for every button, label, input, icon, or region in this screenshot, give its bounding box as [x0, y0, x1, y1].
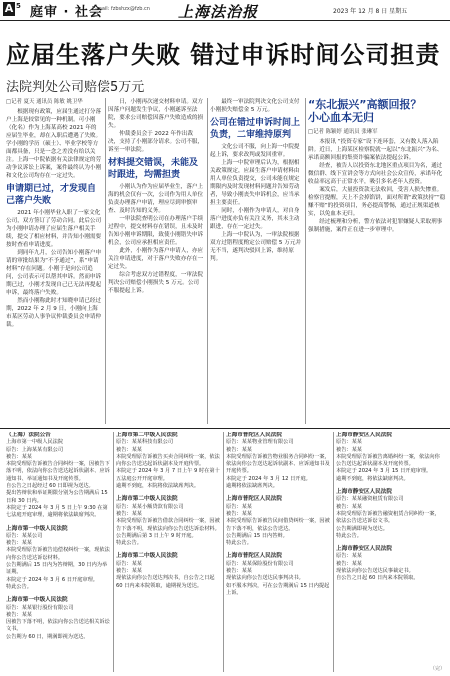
notice-title: 上海市第一中级人民法院 — [6, 525, 68, 532]
main-subhead: 法院判处公司赔偿5万元 — [6, 80, 145, 95]
notice-column-1 — [6, 432, 110, 672]
notice-line: 公告期为 60 日，期满即视为送达。 — [6, 633, 89, 640]
paragraph: 最终一审法院判决文化公司支付小刚损失赔偿金 5 万元。 — [210, 99, 300, 113]
notice-line: 原告：某某保险股份有限公司 — [226, 560, 294, 567]
notice-line: 本院定于 2024 年 3 月 6 日开庭审理。 — [6, 576, 98, 583]
page-letter: A — [4, 2, 14, 15]
masthead — [0, 0, 450, 21]
notice-line: 公告期满后 15 日内为答辩期，30 日内为举证期。 — [6, 562, 108, 576]
paper-name: 上海法治报 — [178, 3, 259, 21]
notice-column-2 — [116, 432, 220, 672]
main-byline: □记者 夏天 通讯员 陈敏 姚卫华 — [6, 99, 83, 105]
court-notice — [226, 432, 330, 490]
notice-line: 本院受理原告诉被告离婚纠纷一案，依法向你公告送达起诉状副本及开庭传票。 — [336, 453, 440, 468]
side-headline-line2: 小心血本无归 — [308, 111, 374, 124]
col3-paragraphs — [210, 98, 302, 114]
notice-line: 自公告之日起经过 60 日即视为送达。 — [6, 483, 94, 490]
notice-title: 上海市静安区人民法院 — [336, 546, 392, 553]
notice-line: 被告：某某 — [336, 446, 362, 453]
notice-line: 本院定于 2024 年 3 月 7 日上午 9 时在第十五法庭公开开庭审理。 — [116, 468, 220, 482]
main-story-column-1 — [6, 98, 102, 424]
notice-line: 现依法向你公告送达民事裁定书。 — [336, 568, 414, 575]
notice-line: 原告：某某银行股份有限公司 — [6, 604, 74, 611]
notice-line: 特此公告。 — [116, 540, 142, 547]
side-paragraphs — [308, 138, 446, 234]
notice-line: 提出答辩状和举证期限分别为公告期满后 15 日和 30 日内。 — [6, 490, 108, 504]
notice-line: 本院受理原告诉被告买卖合同纠纷一案，依法向你公告送达起诉状副本及开庭传票。 — [116, 453, 220, 468]
notices-divider — [0, 428, 450, 429]
notice-line: 本院受理原告诉被告民间借贷纠纷一案，因被告下落不明，依法公告送达。 — [226, 518, 330, 532]
side-story-headline — [308, 98, 446, 124]
masthead-url: E-mail: fzbshzx@fzb.cn — [92, 6, 150, 12]
notice-line: 本院受理原告诉被告追偿权纠纷一案，现依法向你公告送达诉讼材料。 — [6, 547, 110, 561]
notice-line: 原告：某某小额贷款有限公司 — [116, 503, 184, 510]
notice-line: 原告：某某融资租赁有限公司 — [336, 496, 404, 503]
column-divider — [207, 98, 208, 424]
notice-line: 原告：某某物业管理有限公司 — [226, 439, 294, 446]
paragraph: 根据现有政策，应届生通过打分落户上海是较常见的一种机制。可小刚（化名）作为上海某高校 2021 年的应届生毕业，却在入职后遭遇了失败。学小刚的学历（硕士）、毕业学校等方面都具备，只是一念之差没有给以关注。上海一中院依据有关法律规定的劳动争议诉讼上诉案，案件最终认为小刚和文化公司均存在一定过失。 — [6, 109, 102, 179]
notice-line: 因被告下落不明，依法向你公告送达相关诉讼文书。 — [6, 619, 110, 633]
main-story-column-2 — [108, 98, 204, 424]
col2b-paragraphs — [108, 183, 204, 295]
notice-line: 逾期将依法缺席判决。 — [226, 483, 278, 490]
court-notice — [226, 496, 330, 547]
notice-line: 被告：某某 — [336, 560, 362, 567]
paragraph: 此外，小刚作为落户申请人，亦应关注申请进度，对于落户失败亦存在一定过失。 — [108, 248, 204, 270]
column-divider — [223, 432, 224, 672]
notice-line: 原告：某某 — [336, 553, 362, 560]
notice-line: 现依法向你公告送达民事判决书。 — [226, 575, 304, 582]
footer-mark: （完） — [430, 666, 446, 672]
court-notice — [116, 553, 220, 589]
notice-title: 上海市第一中级人民法院 — [6, 597, 68, 604]
court-notice — [226, 553, 330, 597]
notice-line: 特此公告。 — [6, 583, 32, 590]
paragraph: 然而小刚称此时才知晓申请已经过期，2022 年 2 月 9 日，小刚向上海市某区劳动人事争议仲裁委员会申请仲裁。 — [6, 298, 102, 328]
notice-title: 上海市静安区人民法院 — [336, 489, 392, 496]
paragraph: 到同年九月，公司告知小刚落户申请的审批结果为“不予通过”，系“申请材料”存在问题。小刚于是向公司追问，公司表示可以帮其申诉。然而申诉期已过，小刚才发现自己已无法再提起申诉，最终落户失败。 — [6, 250, 102, 296]
notice-title: 上海市第二中级人民法院 — [116, 432, 178, 438]
notice-line: 被告：某某 — [226, 568, 252, 575]
col2-subheading: 材料提交错误，未能及时跟进，均需担责 — [108, 158, 199, 180]
column-divider — [333, 432, 334, 672]
paragraph: 综合考虑双方过错程度，一审法院判决公司赔偿小刚损失 5 万元。公司不服提起上诉。 — [108, 272, 204, 294]
court-notice — [6, 597, 110, 641]
notice-line: 原告：某某公司 — [6, 532, 43, 539]
notice-line: 原告：某某 — [116, 560, 142, 567]
court-notice — [116, 432, 220, 490]
notice-line: 本院受理原告诉被告借款合同纠纷一案，因被告下落不明，现依法向你公告送达诉讼材料。 — [116, 518, 220, 532]
col1b-paragraphs — [6, 209, 102, 329]
notice-line: 被告：某某 — [226, 446, 252, 453]
court-notice — [6, 526, 110, 592]
notice-line: 本院定于 2024 年 3 月 12 日开庭。 — [226, 475, 311, 482]
paragraph: 文化公司不服，向上海一中院提起上诉，要求改判或发回重审。 — [210, 144, 300, 158]
notice-title: 上海市第二中级人民法院 — [116, 496, 178, 503]
notice-line: 逾期不到庭，本院将依法缺席判决。 — [116, 483, 200, 490]
notice-line: 被告：某某 — [6, 611, 32, 618]
issue-date: 2023 年 12 月 8 日 星期五 — [333, 8, 408, 15]
notice-line: 被告：某某 — [336, 503, 362, 510]
notice-line: 公告期满后 15 日内答辩。 — [226, 532, 288, 539]
notice-title: （上海）法院公告 — [6, 432, 51, 438]
notice-line: 本院受理原告诉被告合同纠纷一案，因被告下落不明，依法向你公告送达起诉状副本、应诉通知书、举证通知书及开庭传票。 — [6, 461, 110, 482]
notice-line: 本院定于 2024 年 3 月 5 日上午 9:30 在第七法庭开庭审理，逾期将依法缺席判决。 — [6, 504, 108, 519]
notice-line: 原告：上海某某有限公司 — [6, 446, 64, 453]
notice-line: 本院受理原告诉被告物业服务合同纠纷一案，依法向你公告送达起诉状副本、应诉通知书及开庭传票。 — [226, 453, 330, 475]
notice-line: 公告期满即视为送达。 — [336, 525, 388, 532]
notice-line: 公告期满后第 3 日上午 9 时开庭。 — [116, 532, 197, 539]
court-notice — [336, 489, 444, 540]
paragraph: 本报讯 “投资专家”设下连环套，又有数人落入陷阱。近日，上海某区检察院就一起以“东北振兴”为名、承诺高额回报的集资诈骗案依法提起公诉。 — [308, 139, 443, 161]
paragraph: 仲裁委员会于 2022 年作出裁决，支持了小刚部分请求。公司不服，诉至一审法院。 — [108, 131, 204, 153]
notice-line: 特此公告。 — [226, 540, 252, 547]
column-divider — [113, 432, 114, 672]
section-name: 庭审 · 社会 — [30, 5, 103, 20]
main-headline: 应届生落户失败 错过申诉时间公司担责 — [6, 41, 441, 69]
notice-column-4 — [336, 432, 444, 672]
col3b-paragraphs — [210, 143, 302, 263]
notice-title: 上海市普陀区人民法院 — [226, 432, 282, 438]
col1-paragraphs — [6, 108, 102, 180]
main-story-column-3 — [210, 98, 302, 424]
notice-line: 原告：某某 — [336, 439, 362, 446]
paragraph: 小刚认为作为应届毕业生，落户上海的机会仅有一次，公司作为用人单位负责办理落户申请，理应尽到审慎审查、及时告知的义务。 — [108, 184, 204, 214]
notice-line: 被告：某某 — [6, 540, 32, 547]
notice-title: 上海市普陀区人民法院 — [226, 496, 282, 503]
paragraph: 一审法院查明公司在办理落户手续过程中，提交材料存在错误，且未及时告知小刚申诉期限，致使小刚错失申诉机会，公司应承担相应责任。 — [108, 216, 204, 246]
notice-title: 上海市普陀区人民法院 — [226, 553, 282, 560]
paragraph: 日，小刚再次递交材料申请。双方因落户问题发生争议，小刚遂诉至法院，要求公司赔偿因落户失败造成的损失。 — [108, 99, 204, 129]
paragraph: 案发后，大量投资款无法收回，受害人损失惨重。检察官提醒，天上不会掉馅饼，面对所谓“政策扶持”“稳赚不赔”的投资项目，务必提高警惕，通过正规渠道核实，以免血本无归。 — [308, 187, 446, 217]
notice-line: 自公告之日起 60 日内来本院领取。 — [336, 575, 419, 582]
side-story-body — [308, 128, 446, 424]
notice-line: 本院受理原告诉被告融资租赁合同纠纷一案，依法公告送达诉讼文书。 — [336, 510, 440, 525]
col2-paragraphs — [108, 98, 204, 154]
notice-line: 被告：某某 — [116, 510, 142, 517]
notice-line: 被告：某某 — [226, 510, 252, 517]
column-divider — [305, 98, 306, 424]
notice-line: 上海市第一中级人民法院 — [6, 439, 64, 446]
side-headline-line1: “东北振兴”高额回报？ — [308, 98, 422, 111]
notice-line: 特此公告。 — [336, 532, 362, 539]
column-divider — [105, 98, 106, 424]
paragraph: 上海一中院审理后认为，根据相关政策规定，应届生落户申请材料由用人单位负责提交，公司未能在规定期限内及时发现材料问题并告知劳动者，导致小刚丧失申诉机会，应当承担主要责任。 — [210, 160, 300, 206]
paragraph: 经查，被告人以投资东北地区重点项目为名，通过微信群、线下宣讲会等方式向社会公众宣传，承诺年化收益率远高于正常水平，吸引多名老年人投资。 — [308, 163, 443, 185]
col3-subheading: 公司在错过申诉时间上负责，二审维持原判 — [210, 118, 301, 140]
notice-line: 本院定于 2024 年 3 月 15 日开庭审理。 — [336, 468, 432, 475]
notice-column-3 — [226, 432, 330, 672]
side-byline: □记者 陈颖婷 通讯员 张琳军 — [308, 129, 378, 135]
notice-line: 原告：某某科技有限公司 — [116, 439, 174, 446]
notice-line: 原告：某某 — [226, 503, 252, 510]
court-notice — [116, 496, 220, 547]
notice-line: 被告：某某 — [116, 446, 142, 453]
notice-title: 上海市静安区人民法院 — [336, 432, 392, 438]
notice-line: 现依法向你公告送达判决书，自公告之日起 60 日内来本院领取，逾期视为送达。 — [116, 575, 215, 589]
paragraph: 同时，小刚作为申请人，对自身落户进度亦负有关注义务，其未主动跟进，存在一定过失。 — [210, 208, 300, 230]
page-number: 5 — [16, 2, 21, 10]
notice-line: 逾期不到庭，将依法缺席判决。 — [336, 475, 409, 482]
notice-line: 被告：某某 — [116, 568, 142, 575]
court-notice — [336, 432, 444, 483]
notice-title: 上海市第二中级人民法院 — [116, 553, 178, 560]
paragraph: 2021 年小刚毕业入职了一家文化公司，双方签订了劳动合同。此后公司为小刚申请办理了应届生落户相关手续，提交了相应材料，并告知小刚需要按时查看申请进度。 — [6, 210, 102, 248]
col1-subheading: 申请期已过，才发现自己落户失败 — [6, 184, 97, 206]
notice-line: 被告：某某 — [6, 453, 32, 460]
notice-line: 如不服本判决，可在公告期满后 15 日内提起上诉。 — [226, 582, 330, 596]
paragraph: 经过梳理和分析，警方依法对犯罪嫌疑人采取刑事强制措施，案件正在进一步审理中。 — [308, 219, 443, 233]
court-notice — [6, 432, 110, 520]
paragraph: 上海一中院认为，一审法院根据双方过错程度酌定公司赔偿 5 万元并无不当，遂判决驳回上诉，维持原判。 — [210, 232, 302, 262]
court-notice — [336, 546, 444, 582]
